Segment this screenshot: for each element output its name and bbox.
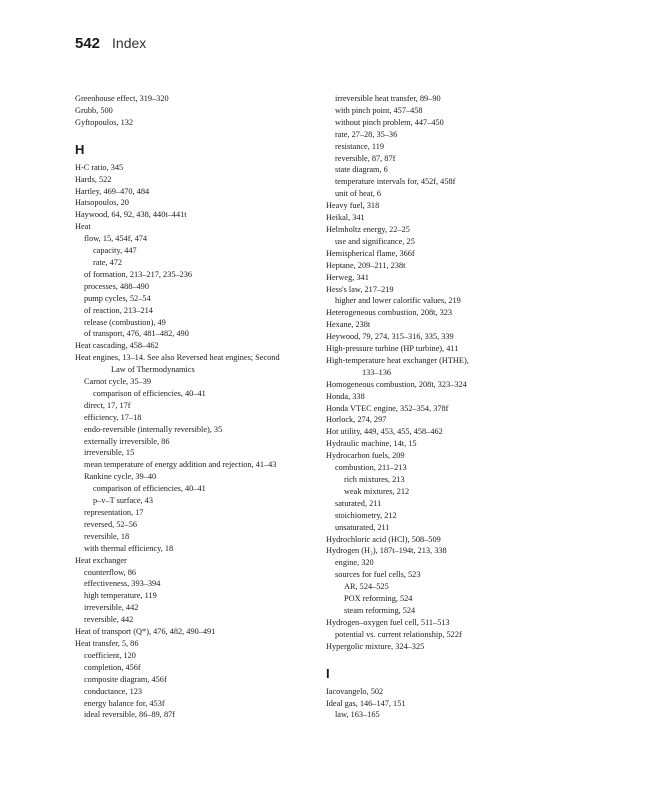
index-entry: Heat transfer, 5, 86 (75, 638, 139, 648)
index-subentry: use and significance, 25 (335, 236, 415, 246)
index-entry: Haywood, 64, 92, 438, 440t–441t (75, 210, 187, 220)
index-subentry: direct, 17, 17f (84, 400, 131, 410)
index-subentry: unsaturated, 211 (335, 522, 390, 532)
running-title: Index (112, 35, 147, 51)
index-subentry: POX reforming, 524 (344, 594, 413, 604)
index-entry: Homogeneous combustion, 208t, 323–324 (326, 379, 467, 389)
index-entry: Hypergolic mixture, 324–325 (326, 641, 425, 651)
index-subentry: of formation, 213–217, 235–236 (84, 269, 193, 279)
index-subentry: reversible, 442 (84, 615, 134, 625)
index-subentry: weak mixtures, 212 (344, 486, 410, 496)
index-entry: Heat of transport (Q*), 476, 482, 490–491 (75, 627, 216, 637)
index-entry: High-temperature heat exchanger (HTHE), (326, 355, 469, 365)
index-subentry: efficiency, 17–18 (84, 412, 142, 422)
index-subentry: resistance, 119 (335, 141, 384, 151)
index-subentry: Carnot cycle, 35–39 (84, 377, 152, 387)
index-subentry: without pinch problem, 447–450 (335, 117, 444, 127)
index-entry: Grubb, 500 (75, 105, 113, 115)
index-letter-heading: H (75, 141, 85, 157)
page-number: 542 (75, 35, 101, 52)
index-subentry: reversed, 52–56 (84, 519, 137, 529)
index-subentry: Rankine cycle, 39–40 (84, 472, 157, 482)
index-subentry: reversible, 87, 87f (335, 153, 396, 163)
index-subentry: effectiveness, 393–394 (84, 579, 161, 589)
index-entry: Heywood, 79, 274, 315–316, 335, 339 (326, 332, 454, 342)
index-subentry: high temperature, 119 (84, 591, 157, 601)
index-subentry: engine, 320 (335, 558, 374, 568)
index-entry: Hess's law, 217–219 (326, 284, 394, 294)
index-subentry: p–v–T surface, 43 (93, 496, 153, 506)
index-entry: Heat engines, 13–14. See also Reversed heat engines; Second (75, 353, 280, 363)
index-subentry: rate, 472 (93, 257, 123, 267)
index-subentry: capacity, 447 (93, 246, 137, 256)
index-entry: Hartley, 469–470, 484 (75, 186, 150, 196)
index-subentry: release (combustion), 49 (84, 317, 166, 327)
index-entry: Ideal gas, 146–147, 151 (326, 698, 406, 708)
index-entry: Heat cascading, 458–462 (75, 341, 159, 351)
page-header (75, 35, 146, 55)
index-subentry: stoichiometry, 212 (335, 510, 397, 520)
index-entry: Helmholtz energy, 22–25 (326, 224, 410, 234)
index-subentry: externally irreversible, 86 (84, 436, 170, 446)
index-entry: Heat exchanger (75, 555, 127, 565)
index-entry: Hexane, 238t (326, 320, 371, 330)
index-subentry: composite diagram, 456f (84, 674, 167, 684)
index-entry: Herweg, 341 (326, 272, 369, 282)
index-entry-continuation: 133–136 (362, 367, 392, 377)
index-subentry: comparison of efficiencies, 40–41 (93, 388, 206, 398)
index-entry: Heat (75, 222, 91, 232)
index-subentry: rich mixtures, 213 (344, 475, 405, 484)
index-subentry: steam reforming, 524 (344, 605, 416, 615)
index-subentry: pump cycles, 52–54 (84, 293, 151, 303)
index-subentry: processes, 488–490 (84, 281, 149, 291)
index-entry: H-C ratio, 345 (75, 162, 124, 172)
index-entry: Greenhouse effect, 319–320 (75, 94, 169, 103)
index-subentry: flow, 15, 454f, 474 (84, 234, 148, 244)
index-entry: Hot utility, 449, 453, 455, 458–462 (326, 427, 443, 437)
index-entry: Iacovangelo, 502 (326, 686, 384, 696)
index-entry: Honda VTEC engine, 352–354, 378f (326, 403, 449, 413)
index-subentry: endo-reversible (internally reversible), 35 (84, 424, 223, 434)
index-subentry: rate, 27–28, 35–36 (335, 129, 398, 139)
index-subentry: law, 163–165 (335, 710, 380, 720)
index-entry: Hards, 522 (75, 174, 112, 184)
index-subentry: completion, 456f (84, 662, 141, 672)
index-subentry: with pinch point, 457–458 (335, 105, 423, 115)
index-subentry: irreversible heat transfer, 89–90 (335, 94, 441, 103)
index-subentry: temperature intervals for, 452f, 458f (335, 177, 456, 187)
index-column-left (75, 93, 321, 721)
index-subentry: potential vs. current relationship, 522f (335, 629, 462, 639)
index-subentry: sources for fuel cells, 523 (335, 570, 421, 580)
index-entry: Heterogeneous combustion, 208t, 323 (326, 308, 453, 318)
index-column-right (326, 93, 572, 721)
index-entry: Heptane, 209–211, 238t (326, 260, 406, 270)
index-subentry: reversible, 18 (84, 531, 130, 541)
index-entry-continuation: Law of Thermodynamics (111, 365, 195, 375)
index-subentry: saturated, 211 (335, 498, 382, 508)
index-subentry: of reaction, 213–214 (84, 305, 153, 315)
index-subentry: mean temperature of energy addition and rejection, 41–43 (84, 460, 277, 470)
index-subentry: irreversible, 15 (84, 448, 135, 458)
index-letter-heading: I (326, 665, 330, 681)
index-subentry: conductance, 123 (84, 686, 143, 696)
index-subentry: state diagram, 6 (335, 165, 388, 175)
index-subentry: coefficient, 120 (84, 650, 136, 660)
index-entry: Hydrogen–oxygen fuel cell, 511–513 (326, 617, 450, 627)
index-entry: Hydrogen (H₂), 187t–194t, 213, 338 (326, 546, 447, 556)
index-subentry: of transport, 476, 481–482, 490 (84, 329, 189, 339)
index-subentry: counterflow, 86 (84, 567, 136, 577)
index-subentry: combustion, 211–213 (335, 463, 407, 473)
index-entry: Gyftopoulos, 132 (75, 117, 134, 127)
index-entry: Heikal, 341 (326, 213, 365, 223)
index-subentry: with thermal efficiency, 18 (84, 543, 174, 553)
index-entry: Heavy fuel, 318 (326, 201, 380, 211)
index-entry: Hydrochloric acid (HCl), 508–509 (326, 534, 441, 544)
index-subentry: comparison of efficiencies, 40–41 (93, 484, 206, 494)
index-entry: Horlock, 274, 297 (326, 415, 387, 425)
index-subentry: representation, 17 (84, 508, 144, 517)
index-entry: Hydraulic machine, 14t, 15 (326, 439, 417, 449)
index-subentry: AR, 524–525 (344, 582, 389, 592)
index-entry: Honda, 338 (326, 391, 365, 401)
index-entry: Hatsopoulos, 20 (75, 198, 129, 208)
index-entry: High-pressure turbine (HP turbine), 411 (326, 344, 459, 354)
index-subentry: higher and lower calorific values, 219 (335, 296, 461, 306)
index-subentry: irreversible, 442 (84, 603, 139, 613)
index-entry: Hydrocarbon fuels, 209 (326, 451, 405, 461)
index-entry: Hemispherical flame, 366f (326, 248, 415, 258)
index-subentry: energy balance for, 453f (84, 698, 165, 708)
index-subentry: unit of heat, 6 (335, 189, 382, 199)
index-subentry: ideal reversible, 86–89, 87f (84, 710, 176, 720)
